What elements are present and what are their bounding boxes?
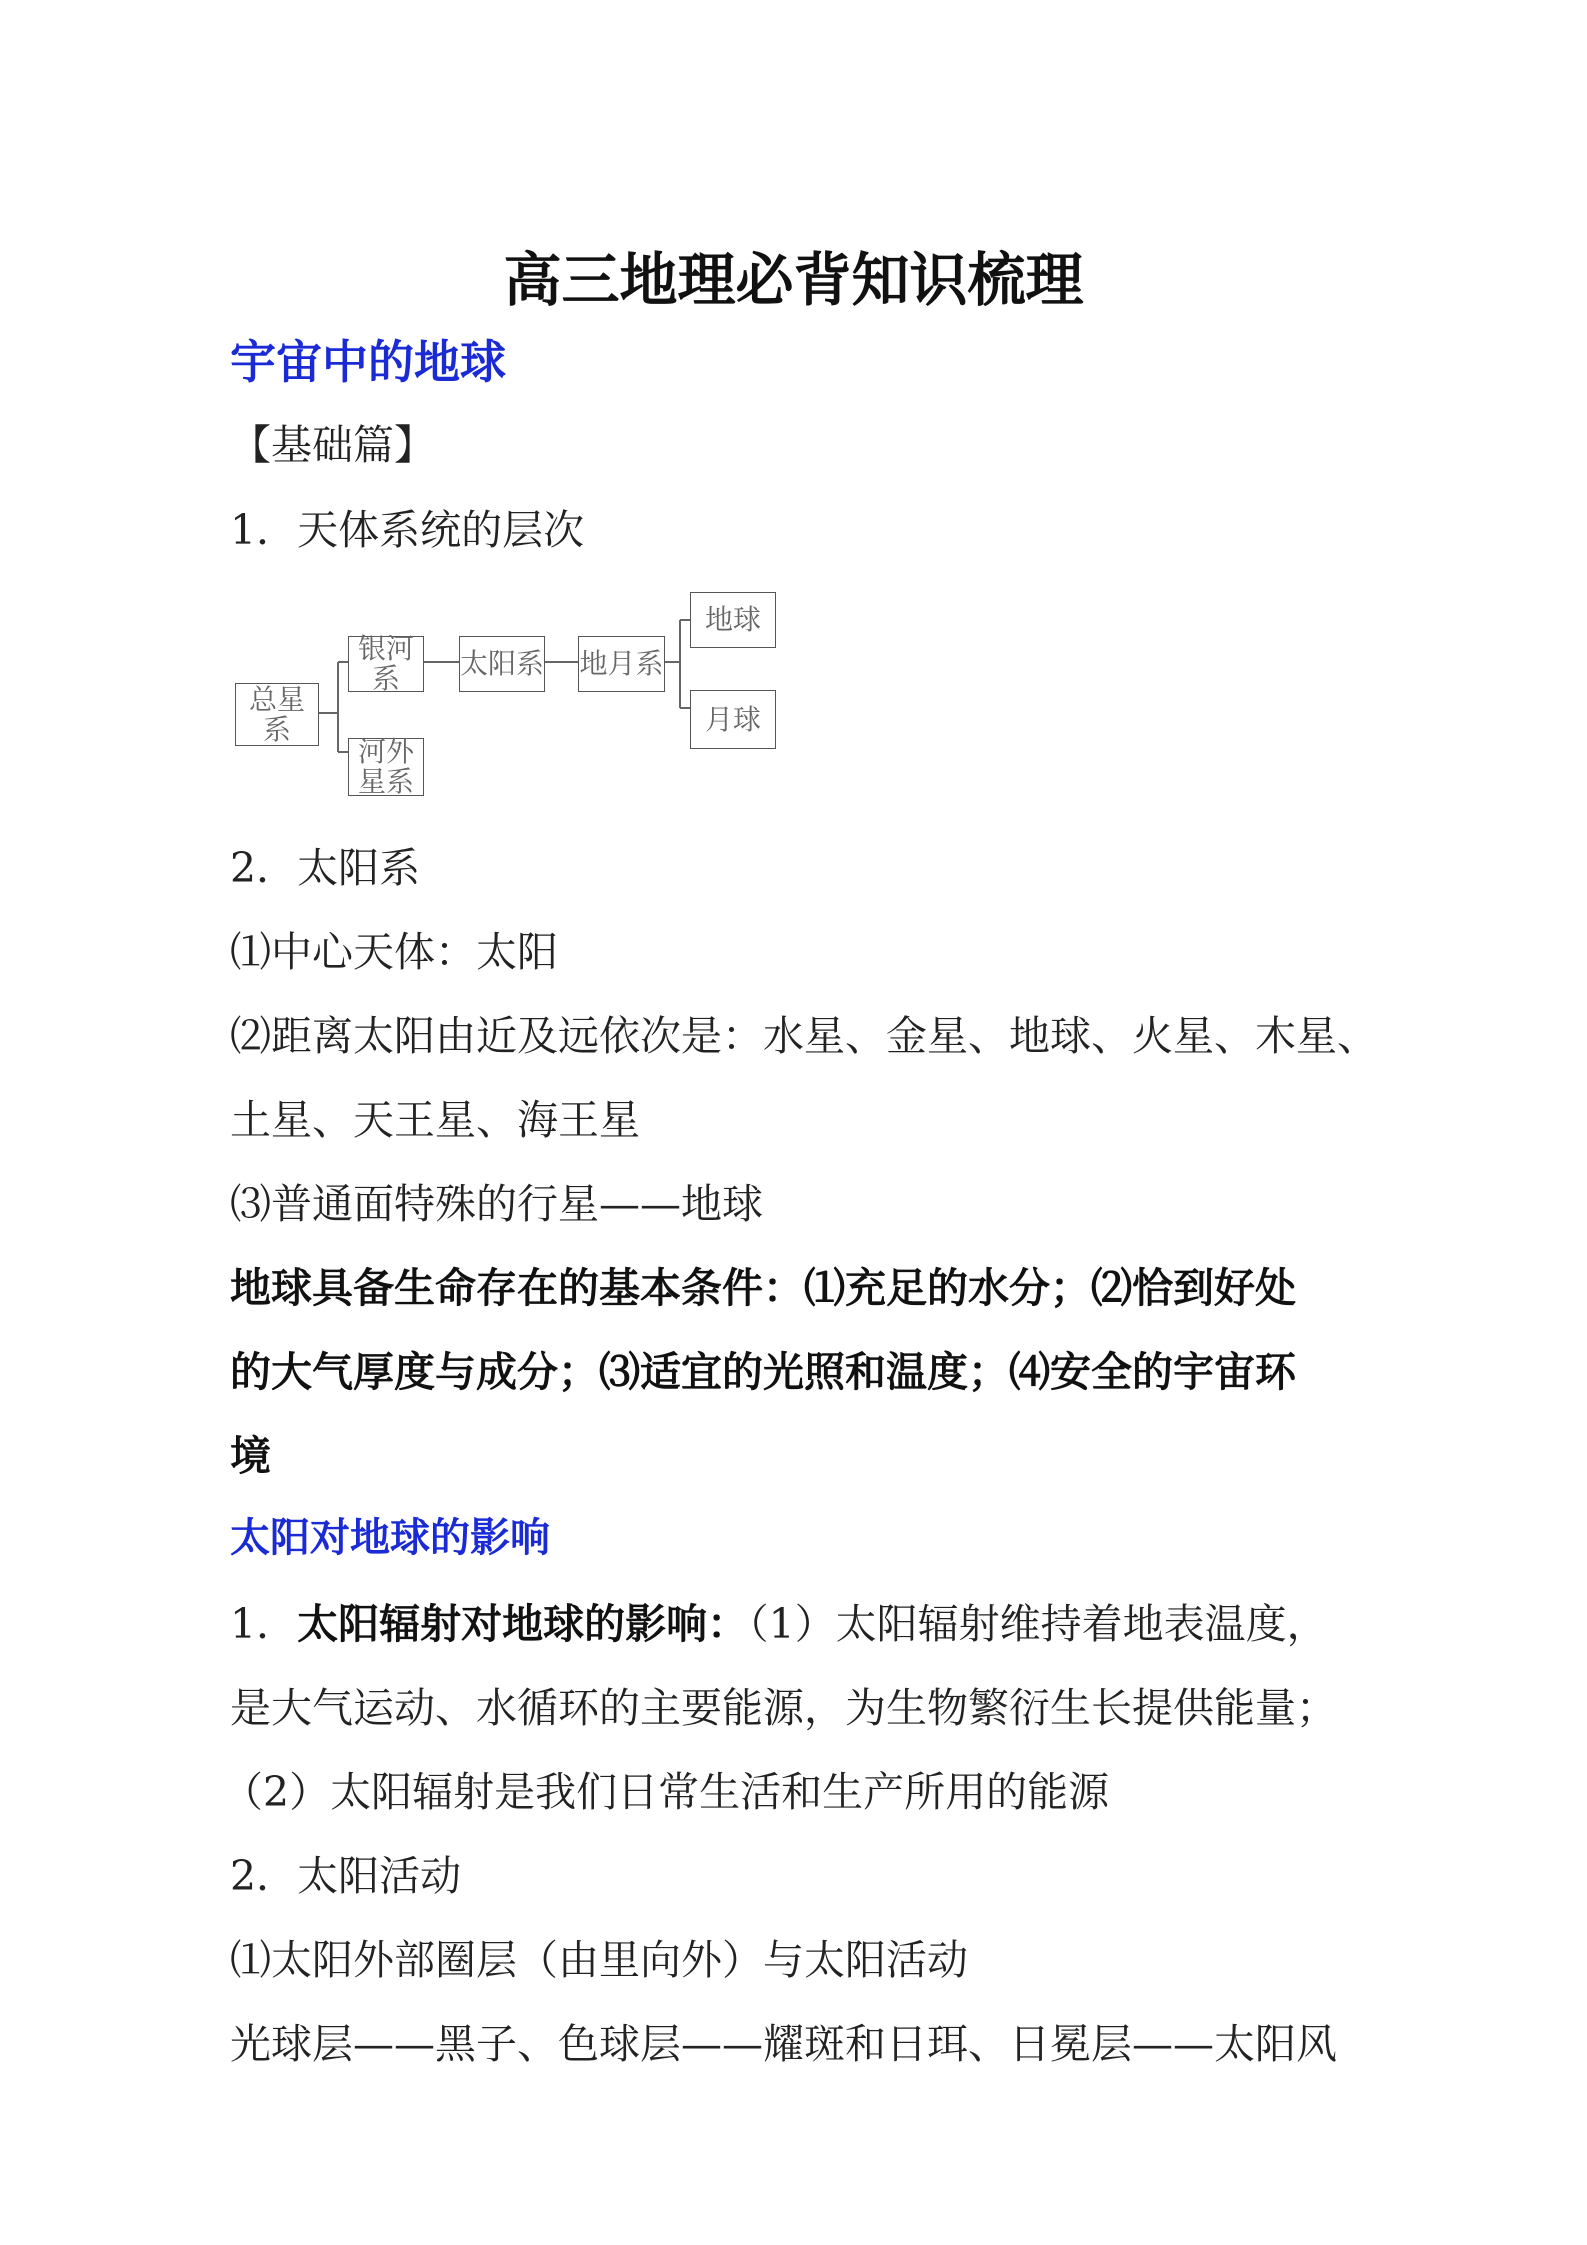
diagram-box-moon: 月球 [690, 690, 776, 749]
section-heading-earth-in-universe: 宇宙中的地球 [230, 335, 506, 389]
diagram-box-total-galaxy: 总星系 [235, 683, 319, 746]
item-solar-activity: 2．太阳活动 [230, 1852, 462, 1900]
paragraph-planet-order-1: ⑵距离太阳由近及远依次是：水星、金星、地球、火星、木星、 [230, 1012, 1378, 1060]
paragraph-planet-order-2: 土星、天王星、海王星 [230, 1096, 640, 1144]
diagram-box-solar-system: 太阳系 [459, 636, 545, 692]
paragraph-special-planet: ⑶普通面特殊的行星——地球 [230, 1180, 763, 1228]
page-title: 高三地理必背知识梳理 [503, 246, 1084, 314]
paragraph-central-body: ⑴中心天体：太阳 [230, 928, 558, 976]
bold-life-conditions-3: 境 [230, 1432, 271, 1480]
item-celestial-hierarchy: 1．天体系统的层次 [230, 506, 585, 554]
solar-radiation-label: 太阳辐射对地球的影响： [297, 1600, 749, 1648]
solar-radiation-text: （1）太阳辐射维持着地表温度， [748, 1600, 1328, 1648]
item-solar-system: 2．太阳系 [230, 844, 421, 892]
diagram-box-earth-moon-system: 地月系 [578, 636, 665, 692]
section-heading-sun-effects: 太阳对地球的影响 [230, 1515, 550, 1561]
diagram-box-milky-way: 银河系 [348, 636, 424, 692]
bold-life-conditions-2: 的大气厚度与成分；⑶适宜的光照和温度；⑷安全的宇宙环 [230, 1348, 1296, 1396]
paragraph-solar-layers: ⑴太阳外部圈层（由里向外）与太阳活动 [230, 1936, 968, 1984]
basic-tag: 【基础篇】 [230, 421, 435, 469]
paragraph-layer-activities: 光球层——黑子、色球层——耀斑和日珥、日冕层——太阳风 [230, 2020, 1337, 2068]
diagram-box-other-galaxies: 河外星系 [348, 738, 424, 796]
diagram-box-earth: 地球 [690, 592, 776, 648]
solar-radiation-number: 1． [230, 1600, 298, 1648]
bold-life-conditions-1: 地球具备生命存在的基本条件：⑴充足的水分；⑵恰到好处 [230, 1264, 1296, 1312]
paragraph-solar-radiation-2: 是大气运动、水循环的主要能源，为生物繁衍生长提供能量； [230, 1684, 1337, 1732]
paragraph-solar-radiation-3: （2）太阳辐射是我们日常生活和生产所用的能源 [222, 1768, 1110, 1816]
paragraph-solar-radiation-1 [230, 1594, 1328, 1654]
